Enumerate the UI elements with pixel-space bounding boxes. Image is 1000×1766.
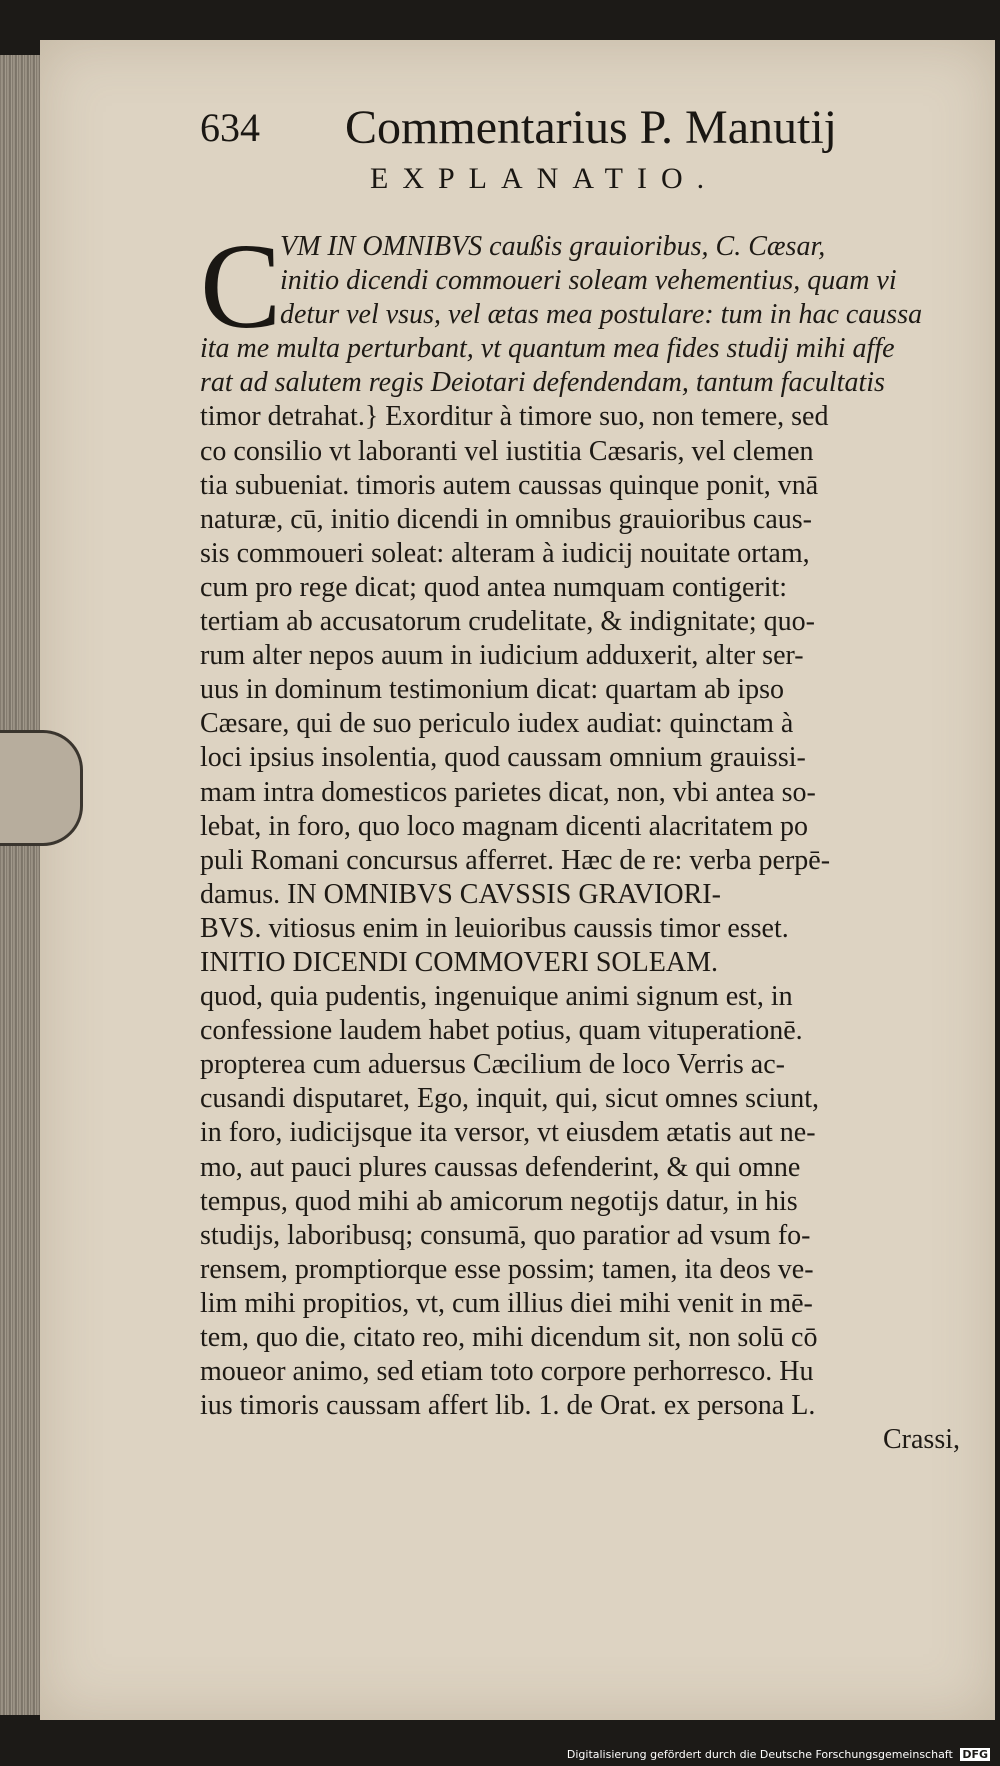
- text-line: mo, aut pauci plures caussas defenderint, & qui omne: [200, 1151, 801, 1183]
- text-line: lebat, in foro, quo loco magnam dicenti alacritatem po: [200, 810, 809, 842]
- text-line: propterea cum aduersus Cæcilium de loco Verris ac-: [200, 1049, 785, 1081]
- body-text: [200, 219, 960, 1457]
- text-line: puli Romani concursus afferret. Hæc de re: verba perpē-: [200, 844, 831, 876]
- text-line: tia subueniat. timoris autem caussas quinque ponit, vnā: [200, 469, 819, 501]
- text-line: cusandi disputaret, Ego, inquit, qui, sicut omnes sciunt,: [200, 1083, 820, 1115]
- text-line: moueor animo, sed etiam toto corpore perhorresco. Hu: [200, 1356, 814, 1388]
- text-line: in foro, iudicijsque ita versor, vt eiusdem ætatis aut ne-: [200, 1117, 816, 1149]
- text-line: studijs, laboribusq; consumā, quo paratior ad vsum fo-: [200, 1219, 811, 1251]
- text-line: rum alter nepos auum in iudicium adduxerit, alter ser-: [200, 640, 804, 672]
- text-line: tempus, quod mihi ab amicorum negotijs datur, in his: [200, 1185, 798, 1217]
- text-line: cum pro rege dicat; quod antea numquam contigerit:: [200, 571, 788, 603]
- text-line: rat ad salutem regis Deiotari defendendam, tantum facultatis: [200, 367, 885, 399]
- drop-cap: C: [200, 219, 282, 354]
- text-line: lim mihi propitios, vt, cum illius diei mihi venit in mē-: [200, 1287, 813, 1319]
- text-line: ius timoris caussam affert lib. 1. de Orat. ex persona L.: [200, 1390, 816, 1422]
- running-head-title: Commentarius P. Manutij: [345, 101, 837, 154]
- text-line: initio dicendi commoueri soleam vehementius, quam vi: [280, 265, 897, 297]
- text-line: sis commoueri soleat: alteram à iudicij nouitate ortam,: [200, 537, 810, 569]
- catchword: Crassi,: [883, 1424, 960, 1456]
- credit-text: Digitalisierung gefördert durch die Deutsche Forschungsgemeinschaft: [566, 1748, 953, 1761]
- text-line: naturæ, cū, initio dicendi in omnibus grauioribus caus-: [200, 503, 813, 535]
- text-line: quod, quia pudentis, ingenuique animi signum est, in: [200, 981, 793, 1013]
- text-line: Cæsare, qui de suo periculo iudex audiat: quinctam à: [200, 708, 794, 740]
- text-line: mam intra domesticos parietes dicat, non, vbi antea so-: [200, 776, 816, 808]
- text-line: ita me multa perturbant, vt quantum mea fides studij mihi affe: [200, 333, 895, 365]
- text-line: rensem, promptiorque esse possim; tamen, ita deos ve-: [200, 1253, 814, 1285]
- text-line: co consilio vt laboranti vel iustitia Cæsaris, vel clemen: [200, 435, 814, 467]
- text-line: tem, quo die, citato reo, mihi dicendum sit, non solū cō: [200, 1322, 818, 1353]
- dfg-logo: DFG: [962, 1748, 988, 1761]
- section-title: EXPLANATIO.: [370, 162, 719, 195]
- book-clasp: [0, 730, 83, 846]
- running-head: [200, 100, 880, 156]
- page-number: 634: [200, 105, 260, 150]
- text-line: confessione laudem habet potius, quam vituperationē.: [200, 1015, 803, 1047]
- text-line: tertiam ab accusatorum crudelitate, & indignitate; quo-: [200, 606, 816, 638]
- digitization-credit: [567, 1748, 990, 1761]
- text-line: uus in dominum testimonium dicat: quartam ab ipso: [200, 674, 785, 706]
- text-line: loci ipsius insolentia, quod caussam omnium grauissi-: [200, 742, 806, 774]
- text-line: BVS. vitiosus enim in leuioribus caussis timor esset.: [200, 912, 789, 944]
- text-line: detur vel vsus, vel ætas mea postulare: tum in hac caussa: [280, 299, 923, 331]
- text-line: VM IN OMNIBVS caußis grauioribus, C. Cæsar,: [280, 231, 826, 262]
- text-line: damus. IN OMNIBVS CAVSSIS GRAVIORI-: [200, 878, 721, 910]
- text-line: timor detrahat.} Exorditur à timore suo, non temere, sed: [200, 401, 829, 433]
- text-line: INITIO DICENDI COMMOVERI SOLEAM.: [200, 946, 718, 978]
